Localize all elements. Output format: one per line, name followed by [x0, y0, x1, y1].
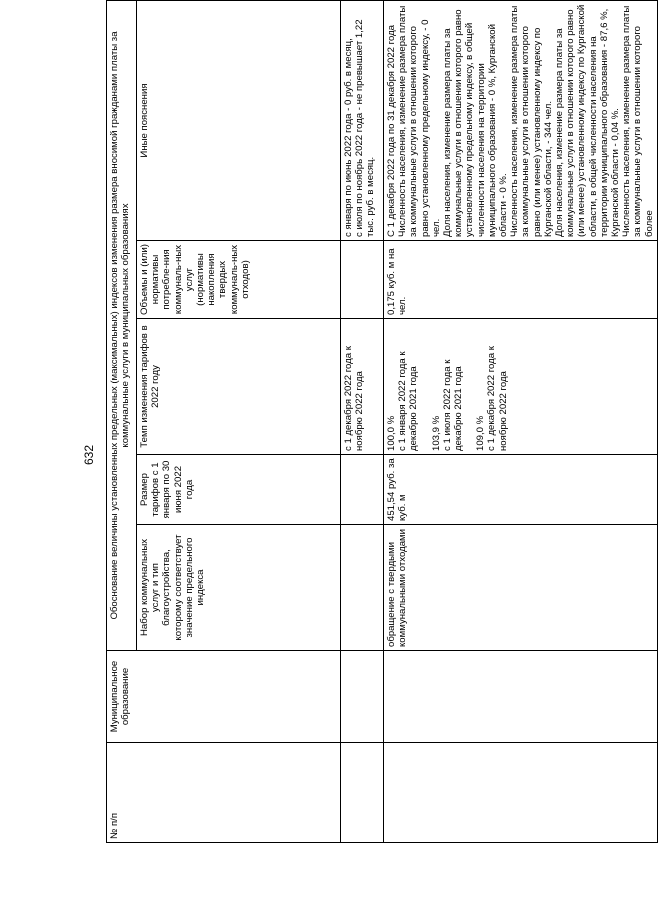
- cell-service-set: [341, 525, 384, 651]
- header-notes: Иные пояснения: [137, 1, 341, 241]
- cell-number: [341, 743, 384, 843]
- growth-entry: 109,0 % с 1 декабря 2022 года к ноябрю 2022 года: [475, 346, 509, 451]
- cell-growth: [384, 319, 658, 455]
- header-volume: Объемы и (или) нормативы потребле-ния коммуналь-ных услуг (нормативы накопления твердых коммуналь-ных отходов): [137, 241, 341, 319]
- cell-tariff: [341, 455, 384, 525]
- notes-line: С 1 декабря 2022 года по 31 декабря 2022 года: [386, 24, 397, 237]
- notes-line: Доля населения, изменение размера платы за коммунальные услуги в отношении которого равно установленному предельному индексу, в общей численности населения на территории муниципального образования - 0 %, Курганской области - 0 %.: [442, 9, 510, 237]
- notes-line: с января по июнь 2022 года - 0 руб. в месяц,: [343, 38, 354, 237]
- cell-number: [384, 743, 658, 843]
- table-row: [384, 1, 658, 843]
- notes-line: Численность населения, изменение размера платы за коммунальные услуги в отношении которого более: [621, 5, 655, 237]
- notes-line: с июля по ноябрь 2022 года - не превышает 1,22 тыс. руб. в месяц.: [354, 19, 377, 237]
- header-number: № п/п: [107, 743, 341, 843]
- cell-volume: 0,175 куб. м на чел.: [384, 241, 658, 319]
- cell-municipality: [341, 651, 384, 743]
- notes-line: Численность населения, изменение размера платы за коммунальные услуги в отношении которого равно (или менее) установленному индексу по Курганской области, - 344 чел.: [509, 5, 554, 237]
- page-number: 632: [82, 444, 96, 466]
- table-row: [341, 1, 384, 843]
- notes-line: Численность населения, изменение размера платы за коммунальные услуги в отношении которого равно установленному предельному индексу, - 0 чел.: [397, 5, 442, 237]
- cell-notes: [341, 1, 384, 241]
- header-growth: Темп изменения тарифов в 2022 году: [137, 319, 341, 455]
- cell-growth: с 1 декабря 2022 года к ноябрю 2022 года: [341, 319, 384, 455]
- header-group-title: Обоснование величины установленных предельных (максимальных) индексов изменения размера вносимой гражданами платы за коммунальные услуги в муниципальных образованиях: [107, 1, 137, 651]
- notes-line: Доля населения, изменение размера платы за коммунальные услуги в отношении которого равно (или менее) установленному индексу по Курганской области, в общей численности населения на территории муниципального образования - 87,6 %, Курганской области - 0,04 %.: [554, 4, 622, 237]
- header-tariff: Размер тарифов с 1 января по 30 июня 2022 года: [137, 455, 341, 525]
- growth-entry: 100,0 % с 1 января 2022 года к декабрю 2021 года: [386, 351, 420, 451]
- cell-volume: [341, 241, 384, 319]
- header-municipality: Муниципальное образование: [107, 651, 341, 743]
- header-service-set: Набор коммунальных услуг и тип благоустройства, которому соответствует значение предельного индекса: [137, 525, 341, 651]
- cell-tariff: 451,54 руб. за куб. м: [384, 455, 658, 525]
- justification-table: [106, 0, 658, 843]
- cell-municipality: [384, 651, 658, 743]
- growth-entry: 103,9 % с 1 июля 2022 года к декабрю 2021 года: [430, 359, 465, 451]
- cell-service-set: обращение с твердыми коммунальными отходами: [384, 525, 658, 651]
- cell-notes: [384, 1, 658, 241]
